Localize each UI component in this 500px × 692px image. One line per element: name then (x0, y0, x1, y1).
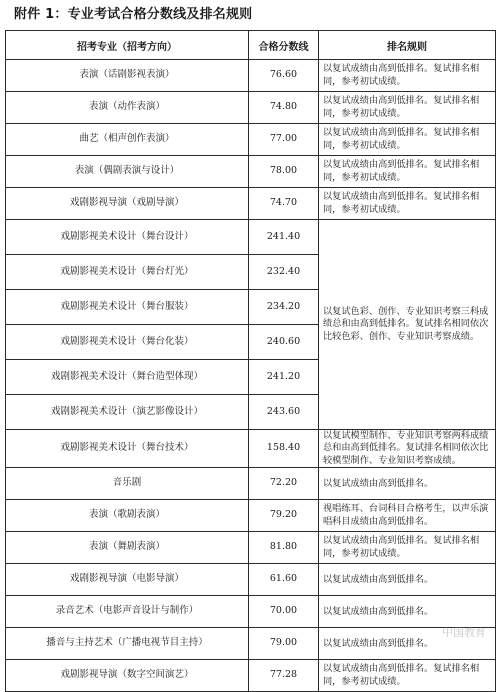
table-row (6, 660, 496, 692)
score-table (5, 30, 496, 692)
major-cell: 戏剧影视美术设计（舞台技术） (6, 430, 249, 468)
major-cell: 戏剧影视美术设计（舞台化装） (6, 325, 249, 360)
major-cell: 表演（动作表演） (6, 92, 249, 124)
rule-cell: 视唱练耳、台词科目合格考生，以声乐演唱科目成绩由高到低排名。 (319, 500, 496, 532)
major-cell: 戏剧影视美术设计（演艺影像设计） (6, 395, 249, 430)
major-cell: 音乐剧 (6, 468, 249, 500)
rule-cell: 以复试成绩由高到低排名。复试排名相同，参考初试成绩。 (319, 124, 496, 156)
score-cell: 74.70 (249, 188, 319, 220)
score-cell: 77.00 (249, 124, 319, 156)
table-row (6, 596, 496, 628)
major-cell: 录音艺术（电影声音设计与制作） (6, 596, 249, 628)
rule-cell: 以复试成绩由高到低排名。复试排名相同，参考初试成绩。 (319, 532, 496, 564)
score-cell: 61.60 (249, 564, 319, 596)
table-row (6, 124, 496, 156)
table-row (6, 156, 496, 188)
rule-cell: 以复试成绩由高到低排名。复试排名相同，参考初试成绩。 (319, 156, 496, 188)
score-cell: 234.20 (249, 290, 319, 325)
table-row (6, 564, 496, 596)
score-cell: 77.28 (249, 660, 319, 692)
page-title: 附件 1：专业考试合格分数线及排名规则 (14, 7, 253, 22)
score-cell: 241.20 (249, 360, 319, 395)
rule-cell: 以复试模型制作、专业知识考察两科成绩总和由高到低排名。复试排名相同依次比较模型制作、专业知识考察成绩。 (319, 430, 496, 468)
rule-cell: 以复试成绩由高到低排名。复试排名相同，参考初试成绩。 (319, 92, 496, 124)
major-cell: 戏剧影视导演（电影导演） (6, 564, 249, 596)
rule-cell: 以复试成绩由高到低排名。 (319, 628, 496, 660)
major-cell: 曲艺（相声创作表演） (6, 124, 249, 156)
score-cell: 81.80 (249, 532, 319, 564)
major-cell: 表演（舞剧表演） (6, 532, 249, 564)
score-cell: 74.80 (249, 92, 319, 124)
score-cell: 79.20 (249, 500, 319, 532)
major-cell: 戏剧影视导演（戏剧导演） (6, 188, 249, 220)
watermark: 中国教育 (442, 626, 486, 639)
table-row (6, 628, 496, 660)
header-rule: 排名规则 (319, 31, 496, 60)
score-cell: 240.60 (249, 325, 319, 360)
rule-cell: 以复试成绩由高到低排名。 (319, 468, 496, 500)
rule-cell: 以复试色彩、创作、专业知识考察三科成绩总和由高到低排名。复试排名相同依次比较色彩、创作、专业知识考察成绩。 (319, 220, 496, 430)
header-score: 合格分数线 (249, 31, 319, 60)
table-row (6, 430, 496, 468)
score-cell: 158.40 (249, 430, 319, 468)
rule-cell: 以复试成绩由高到低排名。 (319, 564, 496, 596)
major-cell: 表演（歌剧表演） (6, 500, 249, 532)
rule-cell: 以复试成绩由高到低排名。 (319, 596, 496, 628)
table-body (6, 60, 496, 692)
table-row (6, 468, 496, 500)
table-row (6, 532, 496, 564)
major-cell: 戏剧影视美术设计（舞台灯光） (6, 255, 249, 290)
major-cell: 戏剧影视美术设计（舞台服装） (6, 290, 249, 325)
rule-cell: 以复试成绩由高到低排名。复试排名相同，参考初试成绩。 (319, 188, 496, 220)
table-row (6, 220, 496, 255)
major-cell: 播音与主持艺术（广播电视节目主持） (6, 628, 249, 660)
score-cell: 78.00 (249, 156, 319, 188)
table-row (6, 60, 496, 92)
score-cell: 76.60 (249, 60, 319, 92)
score-cell: 72.20 (249, 468, 319, 500)
score-cell: 243.60 (249, 395, 319, 430)
rule-cell: 以复试成绩由高到低排名。复试排名相同，参考初试成绩。 (319, 60, 496, 92)
score-cell: 79.00 (249, 628, 319, 660)
major-cell: 戏剧影视美术设计（舞台造型体现） (6, 360, 249, 395)
major-cell: 表演（偶剧表演与设计） (6, 156, 249, 188)
score-cell: 70.00 (249, 596, 319, 628)
table-row (6, 500, 496, 532)
rule-cell: 以复试成绩由高到低排名。复试排名相同，参考初试成绩。 (319, 660, 496, 692)
major-cell: 戏剧影视美术设计（舞台设计） (6, 220, 249, 255)
major-cell: 表演（话剧影视表演） (6, 60, 249, 92)
header-major: 招考专业（招考方向） (6, 31, 249, 60)
score-cell: 241.40 (249, 220, 319, 255)
major-cell: 戏剧影视导演（数字空间演艺） (6, 660, 249, 692)
table-row (6, 188, 496, 220)
table-header-row (6, 31, 496, 60)
table-row (6, 92, 496, 124)
score-cell: 232.40 (249, 255, 319, 290)
